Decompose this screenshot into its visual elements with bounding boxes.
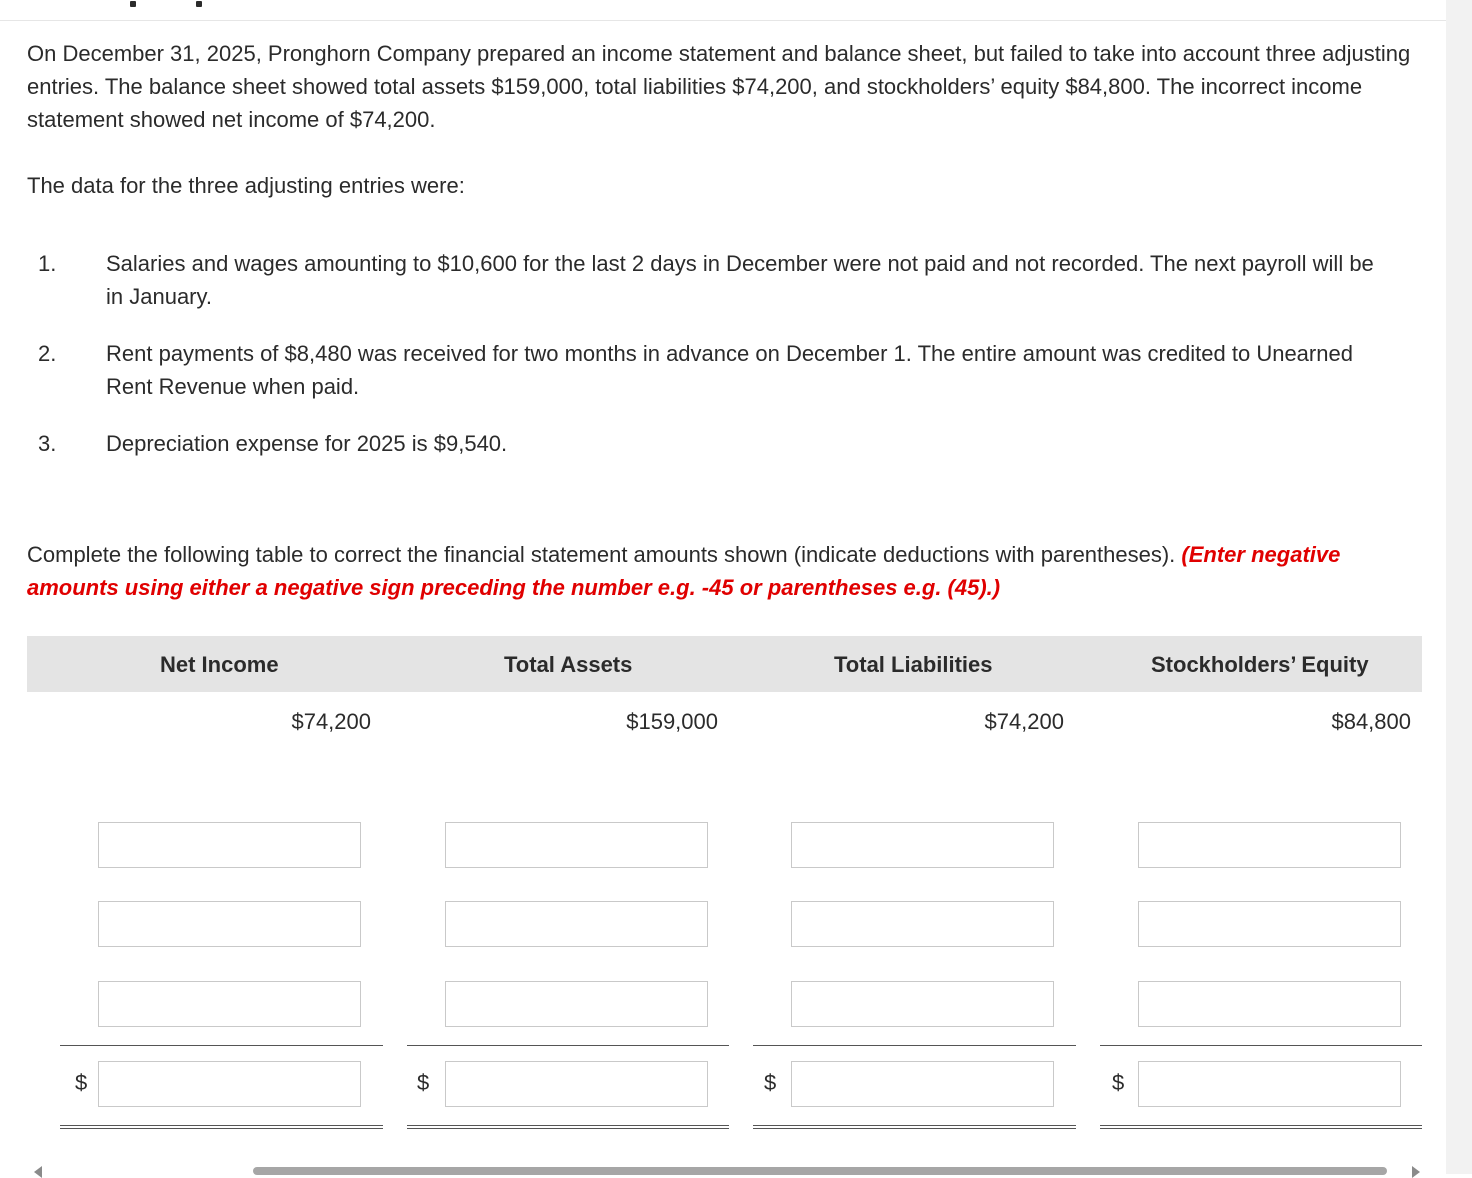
- amount-total-assets: $159,000: [626, 709, 718, 734]
- total-double-rule-total-liabilities: [753, 1125, 1076, 1129]
- entry-format-instruction: (Enter negative amounts using either a negative sign preceding the number e.g. -45 or parentheses e.g. (45).): [27, 542, 1341, 600]
- total-assets-adjustment-2-input[interactable]: [445, 901, 708, 947]
- total-assets-adjustment-1-input[interactable]: [445, 822, 708, 868]
- entry-number: 2.: [38, 341, 57, 366]
- total-liabilities-adjustment-1-input[interactable]: [791, 822, 1054, 868]
- horizontal-scrollbar[interactable]: [34, 1162, 1420, 1174]
- entry-number: 1.: [38, 251, 57, 276]
- net-income-adjustment-1-input[interactable]: [98, 822, 361, 868]
- page-gutter: [1446, 0, 1472, 1174]
- stockholders-equity-adjustment-1-input[interactable]: [1138, 822, 1401, 868]
- entry-text: Salaries and wages amounting to $10,600 for the last 2 days in December were not paid and not recorded. The next payroll will be in January.: [106, 251, 1374, 309]
- stockholders-equity-adjustment-3-input[interactable]: [1138, 981, 1401, 1027]
- net-income-adjustment-2-input[interactable]: [98, 901, 361, 947]
- total-double-rule-stockholders-equity: [1100, 1125, 1422, 1129]
- total-double-rule-total-assets: [407, 1125, 729, 1129]
- header-total-liabilities: Total Liabilities: [834, 652, 993, 677]
- task-instructions: [27, 538, 1422, 604]
- scroll-right-arrow-icon[interactable]: [1412, 1166, 1420, 1178]
- subtotal-rule-total-assets: [407, 1045, 729, 1046]
- subtotal-rule-stockholders-equity: [1100, 1045, 1422, 1046]
- problem-intro: On December 31, 2025, Pronghorn Company prepared an income statement and balance sheet, but failed to take into account three adjusting entries. The balance sheet showed total assets $159,000, total liabilities $74,200, and stockholders’ equity $84,800. The incorrect income statement showed net income of $74,200.: [27, 41, 1411, 132]
- cropped-heading-fragment: [130, 0, 270, 2]
- total-assets-adjustment-3-input[interactable]: [445, 981, 708, 1027]
- stockholders-equity-corrected-total-input[interactable]: [1138, 1061, 1401, 1107]
- subtotal-rule-total-liabilities: [753, 1045, 1076, 1046]
- scroll-left-arrow-icon[interactable]: [34, 1166, 42, 1178]
- amount-stockholders-equity: $84,800: [1331, 709, 1411, 734]
- currency-sign-total-liabilities: $: [764, 1070, 777, 1095]
- total-liabilities-adjustment-2-input[interactable]: [791, 901, 1054, 947]
- total-liabilities-adjustment-3-input[interactable]: [791, 981, 1054, 1027]
- subtotal-rule-net-income: [60, 1045, 383, 1046]
- stockholders-equity-adjustment-2-input[interactable]: [1138, 901, 1401, 947]
- total-assets-corrected-total-input[interactable]: [445, 1061, 708, 1107]
- net-income-adjustment-3-input[interactable]: [98, 981, 361, 1027]
- currency-sign-net-income: $: [75, 1070, 88, 1095]
- header-net-income: Net Income: [160, 652, 279, 677]
- currency-sign-total-assets: $: [417, 1070, 430, 1095]
- entry-number: 3.: [38, 431, 57, 456]
- top-divider: [0, 20, 1446, 21]
- task-text: Complete the following table to correct the financial statement amounts shown (indicate deductions with parentheses).: [27, 542, 1176, 567]
- table-header: [27, 636, 1422, 692]
- header-total-assets: Total Assets: [504, 652, 633, 677]
- entry-text: Rent payments of $8,480 was received for two months in advance on December 1. The entire amount was credited to Unearned Rent Revenue when paid.: [106, 341, 1353, 399]
- entry-text: Depreciation expense for 2025 is $9,540.: [106, 431, 508, 456]
- data-heading: The data for the three adjusting entries were:: [27, 173, 465, 198]
- net-income-corrected-total-input[interactable]: [98, 1061, 361, 1107]
- total-double-rule-net-income: [60, 1125, 383, 1129]
- header-stockholders-equity: Stockholders’ Equity: [1151, 652, 1369, 677]
- amount-net-income: $74,200: [291, 709, 371, 734]
- currency-sign-stockholders-equity: $: [1112, 1070, 1125, 1095]
- amount-total-liabilities: $74,200: [984, 709, 1064, 734]
- total-liabilities-corrected-total-input[interactable]: [791, 1061, 1054, 1107]
